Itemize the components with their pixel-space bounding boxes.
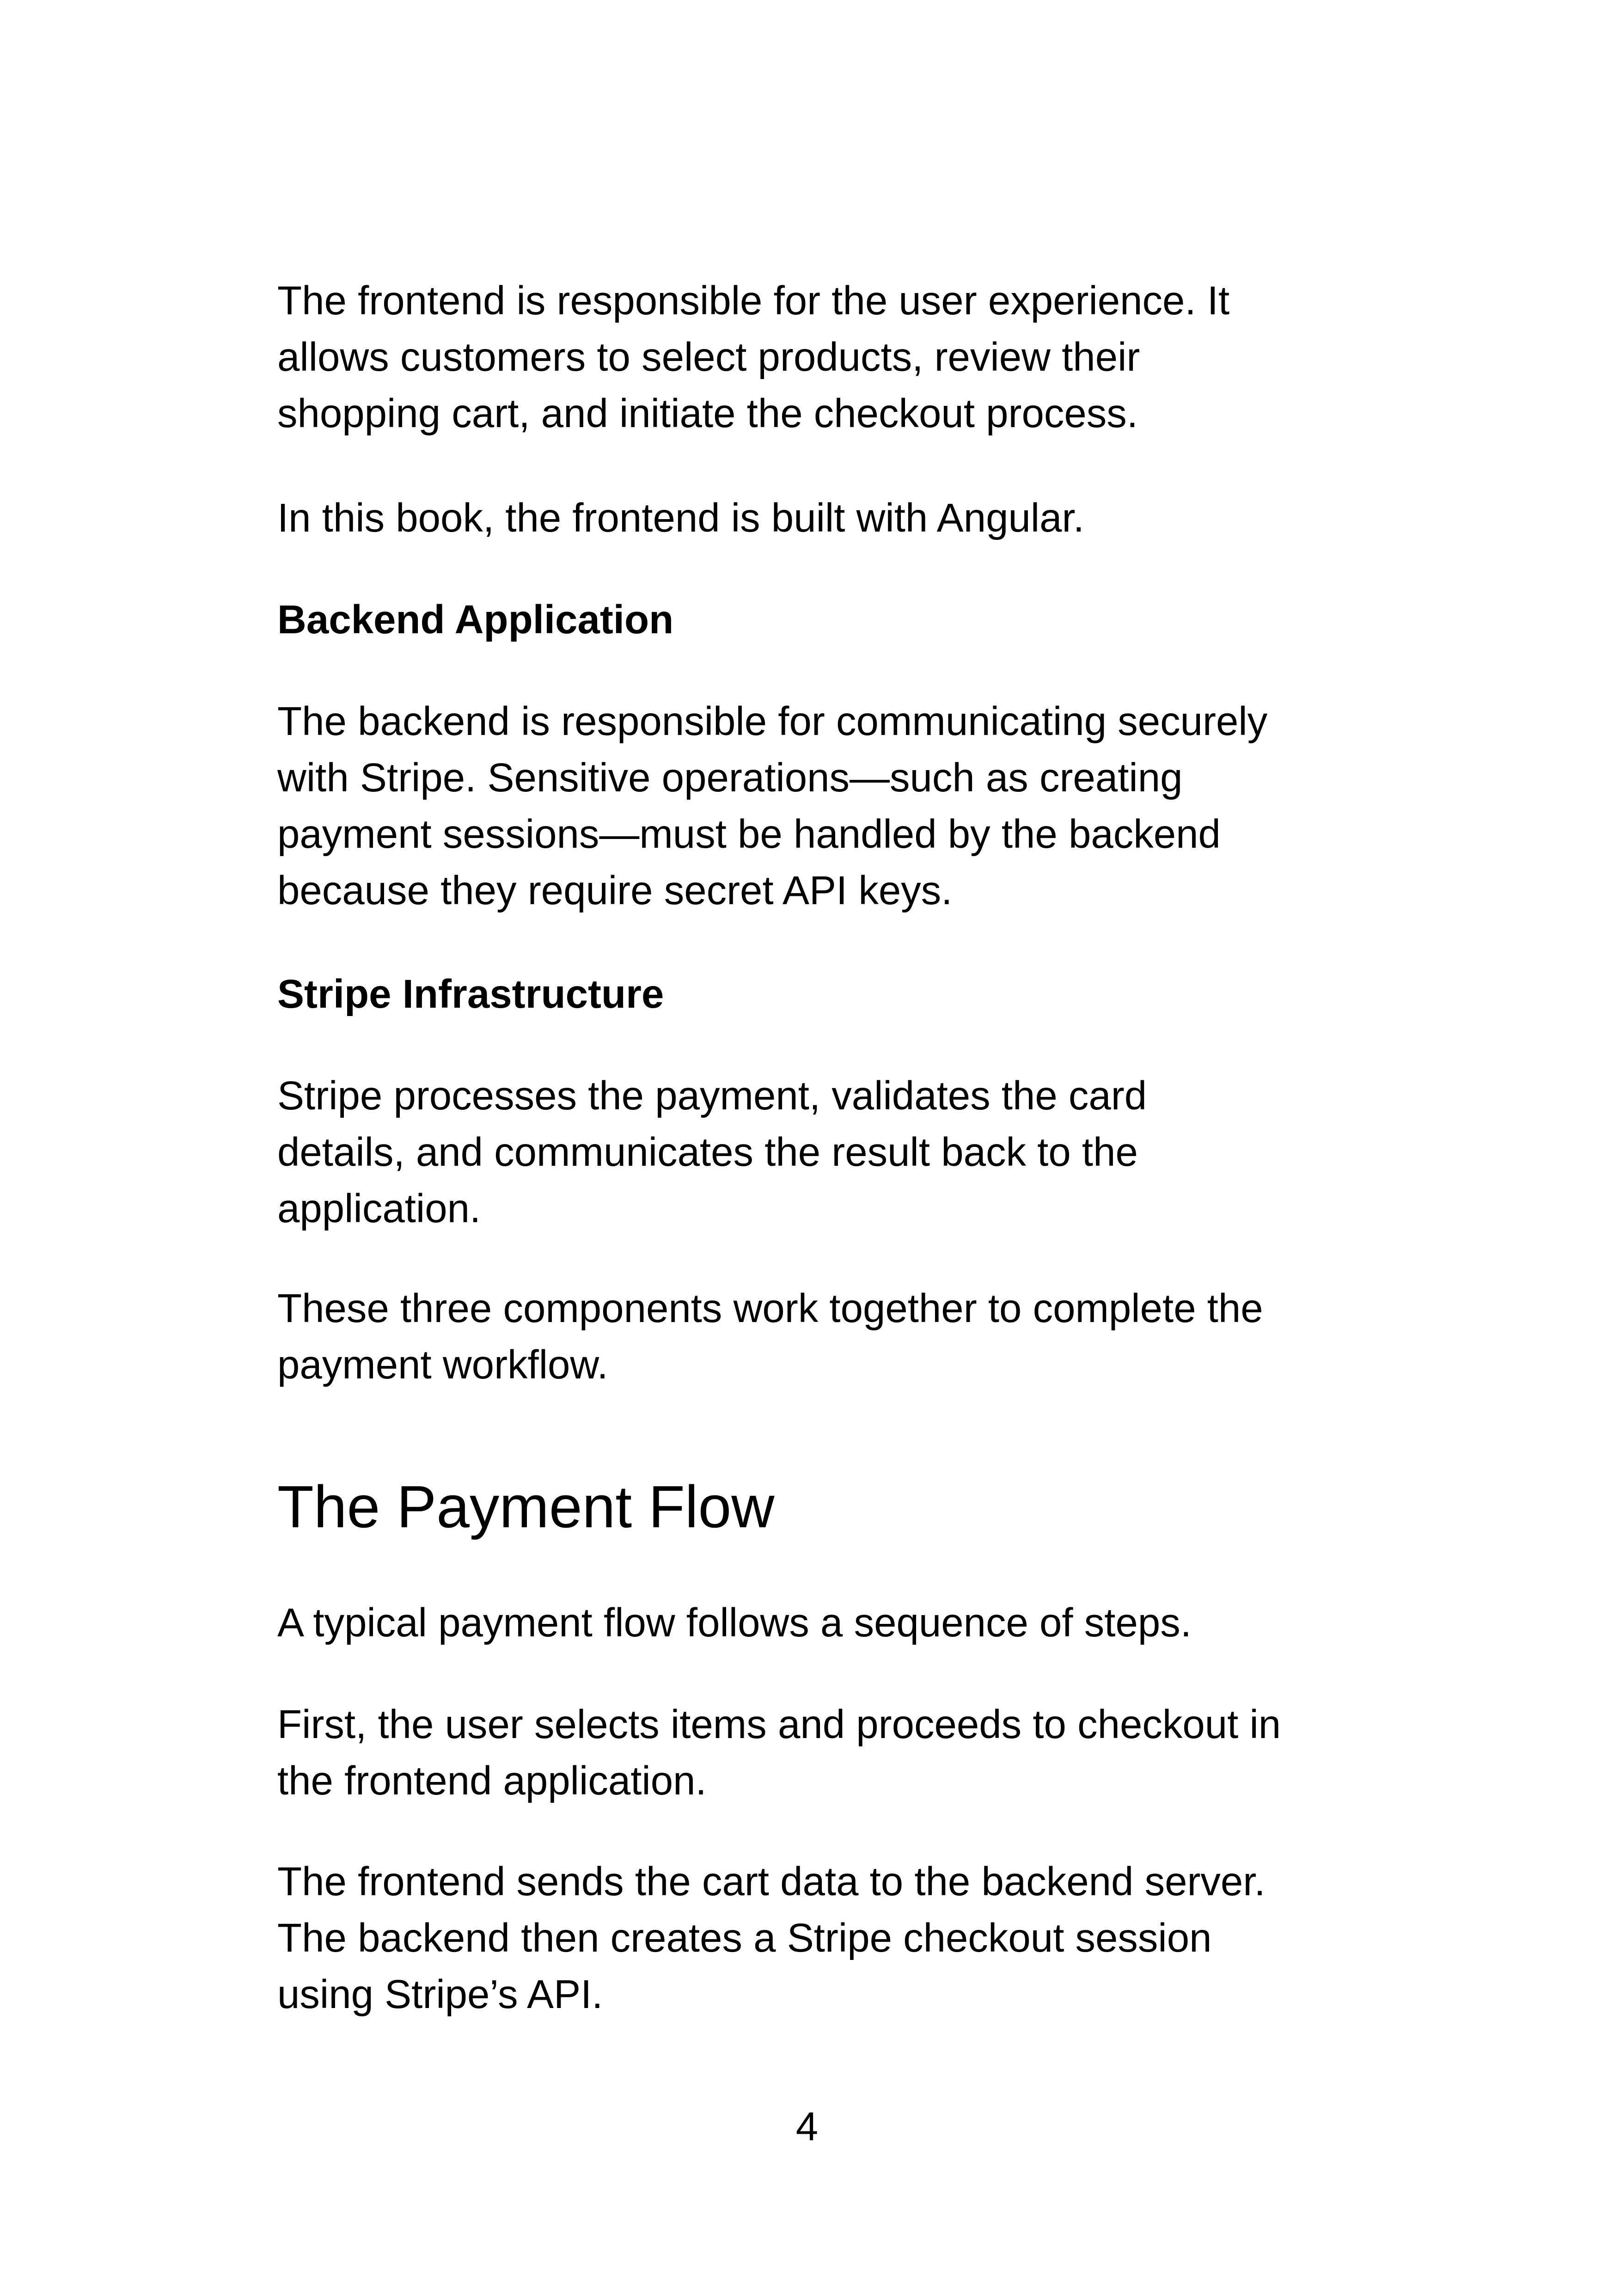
- paragraph-backend-role: [277, 693, 1354, 919]
- text-line: First, the user selects items and proceeds to checkout in: [277, 1702, 1281, 1747]
- text-line: because they require secret API keys.: [277, 868, 953, 913]
- text-line: The frontend is responsible for the user experience. It: [277, 278, 1230, 323]
- text-line: allows customers to select products, review their: [277, 335, 1140, 380]
- text-line: The backend is responsible for communicating securely: [277, 699, 1268, 744]
- paragraph-step-checkout: [277, 1696, 1354, 1809]
- text-line: The backend then creates a Stripe checkout session: [277, 1916, 1212, 1960]
- text-line: In this book, the frontend is built with Angular.: [277, 496, 1084, 540]
- paragraph-frontend-role: [277, 273, 1354, 442]
- text-line: application.: [277, 1186, 481, 1231]
- text-line: with Stripe. Sensitive operations—such as creating: [277, 755, 1183, 800]
- paragraph-step-backend-session: [277, 1854, 1354, 2023]
- text-line: shopping cart, and initiate the checkout process.: [277, 391, 1138, 436]
- text-line: These three components work together to complete the: [277, 1286, 1263, 1331]
- text-line: the frontend application.: [277, 1758, 707, 1803]
- paragraph-components-summary: [277, 1280, 1354, 1393]
- text-line: The frontend sends the cart data to the backend server.: [277, 1859, 1266, 1904]
- page-number: 4: [795, 2104, 819, 2149]
- text-line: payment sessions—must be handled by the backend: [277, 812, 1221, 857]
- text-line: using Stripe’s API.: [277, 1972, 603, 2017]
- paragraph-payment-flow-intro: [277, 1595, 1354, 1651]
- paragraph-stripe-role: [277, 1068, 1354, 1237]
- text-line: payment workflow.: [277, 1342, 608, 1387]
- text-line: details, and communicates the result back to the: [277, 1130, 1138, 1175]
- subheading-stripe-infrastructure: Stripe Infrastructure: [277, 972, 664, 1016]
- text-line: A typical payment flow follows a sequence of steps.: [277, 1600, 1192, 1645]
- subheading-backend-application: Backend Application: [277, 597, 674, 642]
- section-heading-payment-flow: The Payment Flow: [277, 1474, 775, 1540]
- paragraph-frontend-angular: [277, 490, 1354, 546]
- text-line: Stripe processes the payment, validates the card: [277, 1073, 1147, 1118]
